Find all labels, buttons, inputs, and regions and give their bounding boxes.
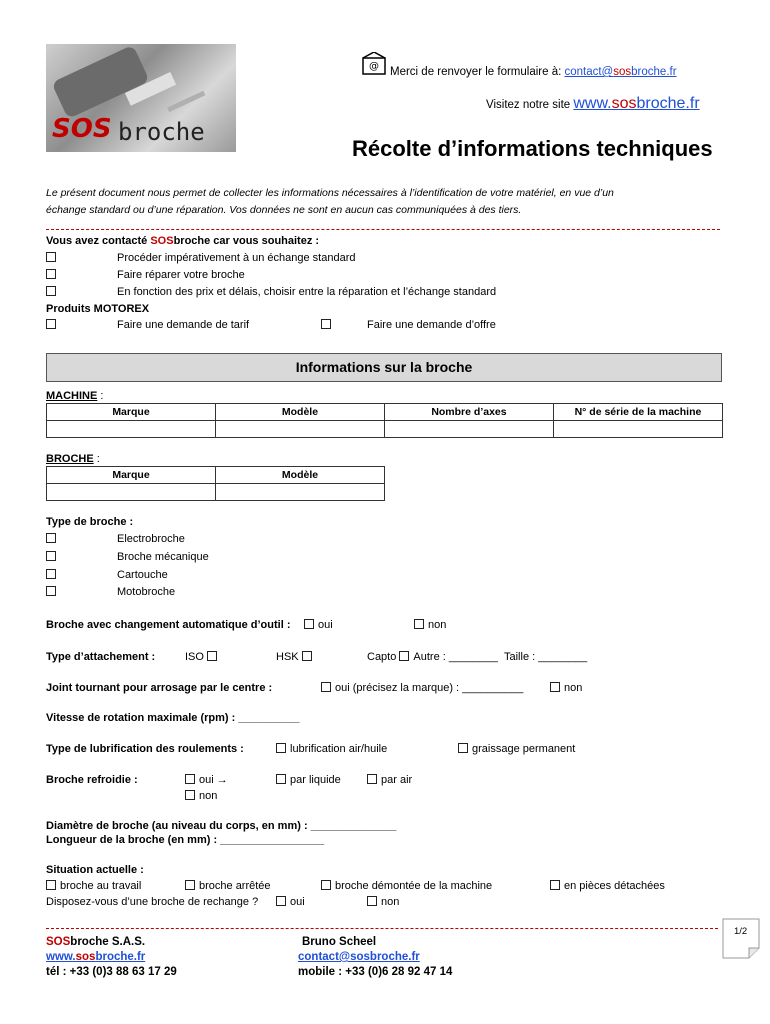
checkbox[interactable] — [321, 319, 331, 329]
option-label: Motobroche — [117, 586, 176, 598]
machine-serie-input[interactable] — [553, 421, 722, 438]
machine-marque-input[interactable] — [47, 421, 216, 438]
lubrification-label: Type de lubrification des roulements : — [46, 743, 244, 755]
page-title: Récolte d’informations techniques — [352, 136, 713, 161]
checkbox[interactable] — [276, 774, 286, 784]
refroidie-non[interactable]: non — [185, 790, 217, 802]
option-label: Electrobroche — [117, 533, 185, 545]
machine-table — [46, 403, 723, 438]
logo-sos: SOS — [52, 114, 112, 144]
checkbox[interactable] — [46, 533, 56, 543]
option-label: En fonction des prix et délais, choisir entre la réparation et l’échange standard — [117, 286, 497, 298]
situation-pieces[interactable]: en pièces détachées — [550, 880, 665, 892]
checkbox[interactable] — [46, 569, 56, 579]
header-marque: Marque — [47, 467, 216, 484]
section-banner: Informations sur la broche — [46, 353, 722, 382]
checkbox[interactable] — [276, 896, 286, 906]
rechange-label: Disposez-vous d’une broche de rechange ? — [46, 896, 259, 908]
header-marque: Marque — [47, 404, 216, 421]
attachement-hsk[interactable]: HSK — [276, 651, 316, 663]
type-heading: Type de broche : — [46, 516, 134, 528]
header-modele: Modèle — [215, 404, 384, 421]
refroidie-liquide[interactable]: par liquide — [276, 774, 341, 786]
type-meca[interactable] — [46, 551, 60, 563]
option-choisir[interactable] — [46, 286, 60, 298]
broche-label: BROCHE : — [46, 453, 100, 465]
lubrification-graissage[interactable]: graissage permanent — [458, 743, 575, 755]
return-instruction: Merci de renvoyer le formulaire à: contact@sosbroche.fr — [390, 66, 677, 78]
footer-web-link[interactable]: www.sosbroche.fr — [46, 951, 146, 963]
situation-arretee[interactable]: broche arrêtée — [185, 880, 271, 892]
situation-heading: Situation actuelle : — [46, 864, 144, 876]
type-moto[interactable] — [46, 586, 60, 598]
checkbox[interactable] — [550, 682, 560, 692]
changement-label: Broche avec changement automatique d’outil : — [46, 619, 291, 631]
diametre-field[interactable]: Diamètre de broche (au niveau du corps, en mm) : ______________ — [46, 820, 397, 832]
attachement-iso[interactable]: ISO — [185, 651, 221, 663]
machine-modele-input[interactable] — [215, 421, 384, 438]
footer-tel: tél : +33 (0)3 88 63 17 29 — [46, 966, 177, 978]
attachement-label: Type d’attachement : — [46, 651, 156, 663]
footer-person: Bruno Scheel — [302, 936, 377, 948]
checkbox[interactable] — [276, 743, 286, 753]
arrow-right-icon: → — [216, 774, 228, 786]
divider — [46, 229, 720, 230]
situation-travail[interactable]: broche au travail — [46, 880, 141, 892]
footer-company: SOSbroche S.A.S. — [46, 936, 146, 948]
checkbox[interactable] — [46, 286, 56, 296]
intro-text: Le présent document nous permet de collecter les informations nécessaires à l’identification de votre matériel, en vue d’un échange standard ou d’une réparation. Vos données ne sont en aucun cas communiquées à des tiers. — [46, 187, 614, 216]
checkbox[interactable] — [399, 651, 409, 661]
machine-label: MACHINE : — [46, 390, 104, 402]
option-label: Faire une demande d’offre — [367, 319, 496, 331]
motorex-heading: Produits MOTOREX — [46, 303, 150, 315]
situation-demontee[interactable]: broche démontée de la machine — [321, 880, 492, 892]
visit-site: Visitez notre site www.sosbroche.fr — [486, 95, 700, 112]
taille-field[interactable]: Taille : ________ — [504, 651, 588, 663]
option-label: Faire réparer votre broche — [117, 269, 245, 281]
footer-email-link[interactable]: contact@sosbroche.fr — [298, 951, 420, 963]
lubrification-airhuile[interactable]: lubrification air/huile — [276, 743, 387, 755]
changement-non[interactable]: non — [414, 619, 446, 631]
checkbox[interactable] — [550, 880, 560, 890]
option-offre[interactable] — [321, 319, 335, 331]
broche-table — [46, 466, 385, 501]
footer-divider — [46, 928, 718, 929]
page-number: 1/2 — [734, 926, 748, 937]
checkbox[interactable] — [367, 896, 377, 906]
footer-mobile: mobile : +33 (0)6 28 92 47 14 — [298, 966, 453, 978]
broche-modele-input[interactable] — [216, 484, 385, 501]
machine-axes-input[interactable] — [384, 421, 553, 438]
checkbox[interactable] — [207, 651, 217, 661]
option-echange[interactable] — [46, 252, 60, 264]
rechange-non[interactable]: non — [367, 896, 399, 908]
option-label: Cartouche — [117, 569, 168, 581]
contact-email-link[interactable]: contact@sosbroche.fr — [564, 66, 677, 78]
checkbox[interactable] — [46, 269, 56, 279]
checkbox[interactable] — [304, 619, 314, 629]
checkbox[interactable] — [302, 651, 312, 661]
site-link[interactable]: www.sosbroche.fr — [573, 95, 700, 112]
checkbox[interactable] — [46, 252, 56, 262]
rechange-oui[interactable]: oui — [276, 896, 305, 908]
changement-oui[interactable]: oui — [304, 619, 333, 631]
checkbox[interactable] — [46, 586, 56, 596]
vitesse-field[interactable]: Vitesse de rotation maximale (rpm) : __________ — [46, 712, 300, 724]
refroidie-air[interactable]: par air — [367, 774, 412, 786]
joint-non[interactable]: non — [550, 682, 582, 694]
option-label: Broche mécanique — [117, 551, 209, 563]
option-reparer[interactable] — [46, 269, 60, 281]
svg-text:@: @ — [369, 61, 379, 72]
logo — [46, 44, 236, 152]
joint-oui[interactable]: oui (précisez la marque) : __________ — [321, 682, 523, 694]
checkbox[interactable] — [46, 319, 56, 329]
checkbox[interactable] — [46, 880, 56, 890]
checkbox[interactable] — [185, 774, 195, 784]
refroidie-oui[interactable]: oui → — [185, 774, 228, 786]
broche-marque-input[interactable] — [47, 484, 216, 501]
option-label: Faire une demande de tarif — [117, 319, 250, 331]
joint-label: Joint tournant pour arrosage par le centre : — [46, 682, 273, 694]
page-number-box — [722, 918, 760, 958]
attachement-capto[interactable]: Capto Autre : ________ — [367, 651, 498, 663]
mail-icon — [362, 52, 384, 74]
header-axes: Nombre d’axes — [384, 404, 553, 421]
checkbox[interactable] — [185, 790, 195, 800]
checkbox[interactable] — [458, 743, 468, 753]
header-serie: N° de série de la machine — [553, 404, 722, 421]
option-label: Procéder impérativement à un échange standard — [117, 252, 356, 264]
contact-heading: Vous avez contacté SOSbroche car vous souhaitez : — [46, 235, 320, 247]
checkbox[interactable] — [185, 880, 195, 890]
checkbox[interactable] — [367, 774, 377, 784]
checkbox[interactable] — [46, 551, 56, 561]
option-tarif[interactable] — [46, 319, 60, 331]
refroidie-label: Broche refroidie : — [46, 774, 138, 786]
type-electro[interactable] — [46, 533, 60, 545]
longueur-field[interactable]: Longueur de la broche (en mm) : _________________ — [46, 834, 325, 846]
header-modele: Modèle — [216, 467, 385, 484]
checkbox[interactable] — [321, 880, 331, 890]
logo-broche: broche — [118, 118, 205, 146]
checkbox[interactable] — [321, 682, 331, 692]
checkbox[interactable] — [414, 619, 424, 629]
type-cartouche[interactable] — [46, 569, 60, 581]
